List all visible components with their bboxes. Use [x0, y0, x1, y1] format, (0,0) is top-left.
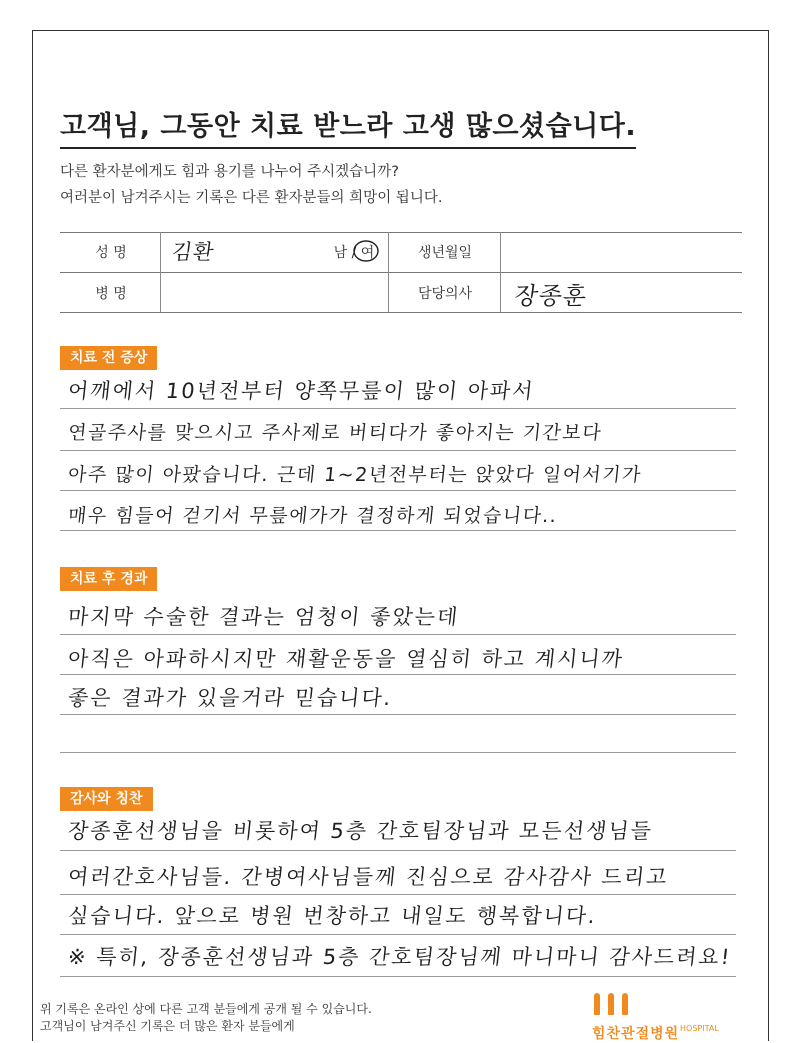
ruled-line — [60, 894, 736, 895]
page-title: 고객님, 그동안 치료 받느라 고생 많으셨습니다. — [60, 104, 636, 149]
thanks-line-3: 싶습니다. 앞으로 병원 번창하고 내일도 행복합니다. — [66, 904, 598, 928]
exclamation-icon — [608, 993, 614, 1015]
ruled-line — [60, 408, 736, 409]
name-label: 성 명 — [95, 245, 127, 261]
name-value: 김환 — [170, 240, 217, 264]
logo-subtext: HOSPITAL — [680, 1024, 719, 1033]
after-line-2: 아직은 아파하시지만 재활운동을 열심히 하고 계시니까 — [66, 647, 626, 671]
before-line-4: 매우 힘들어 걷기서 무릎에가가 결정하게 되었습니다.. — [66, 505, 559, 527]
before-line-2: 연골주사를 맞으시고 주사제로 버티다가 좋아지는 기간보다 — [66, 422, 604, 444]
ruled-line — [60, 490, 736, 491]
after-line-1: 마지막 수술한 결과는 엄청이 좋았는데 — [66, 605, 461, 629]
ruled-line — [60, 976, 736, 977]
gender-circle-mark — [352, 239, 380, 263]
section-tag-thanks: 감사와 칭찬 — [60, 787, 153, 811]
ruled-line — [60, 714, 736, 715]
before-line-1: 어깨에서 10년전부터 양쪽무릎이 많이 아파서 — [66, 379, 536, 403]
ruled-line — [60, 850, 736, 851]
info-table-top-border — [60, 232, 742, 233]
after-line-3: 좋은 결과가 있을거라 믿습니다. — [66, 686, 394, 710]
info-table-divider — [160, 232, 161, 312]
logo-text: 힘찬관절병원 — [592, 1026, 680, 1042]
ruled-line — [60, 674, 736, 675]
info-table-divider — [388, 232, 389, 312]
doctor-label: 담당의사 — [417, 286, 473, 302]
footer-line-2: 고객님이 남겨주신 기록은 더 많은 환자 분들에게 — [40, 1019, 295, 1033]
ruled-line — [60, 530, 736, 531]
exclamation-icon — [594, 993, 600, 1015]
ruled-line — [60, 934, 736, 935]
section-tag-before: 치료 전 증상 — [60, 346, 157, 370]
ruled-line — [60, 450, 736, 451]
birth-date-label: 생년월일 — [417, 245, 473, 261]
before-line-3: 아주 많이 아팠습니다. 근데 1~2년전부터는 앉았다 일어서기가 — [66, 464, 644, 486]
intro-line-2: 여러분이 남겨주시는 기록은 다른 환자분들의 희망이 됩니다. — [60, 190, 443, 206]
info-table-divider — [500, 232, 501, 312]
gender-label: 남 / 여 — [333, 245, 375, 261]
thanks-line-1: 장종훈선생님을 비롯하여 5층 간호팀장님과 모든선생님들 — [66, 819, 655, 843]
info-table-middle-border — [60, 272, 742, 273]
thanks-line-4: ※ 특히, 장종훈선생님과 5층 간호팀장님께 마니마니 감사드려요! — [66, 945, 733, 969]
ruled-line — [60, 634, 736, 635]
section-tag-after: 치료 후 경과 — [60, 567, 157, 591]
doctor-value: 장종훈 — [512, 282, 590, 310]
disease-label: 병 명 — [95, 286, 127, 302]
ruled-line — [60, 752, 736, 753]
exclamation-icon — [622, 993, 628, 1015]
hospital-logo — [592, 993, 742, 1042]
footer-line-1: 위 기록은 온라인 상에 다른 고객 분들에게 공개 될 수 있습니다. — [40, 1002, 372, 1016]
info-table-bottom-border — [60, 312, 742, 313]
thanks-line-2: 여러간호사님들. 간병여사님들께 진심으로 감사감사 드리고 — [66, 865, 670, 889]
intro-line-1: 다른 환자분에게도 힘과 용기를 나누어 주시겠습니까? — [60, 164, 399, 180]
